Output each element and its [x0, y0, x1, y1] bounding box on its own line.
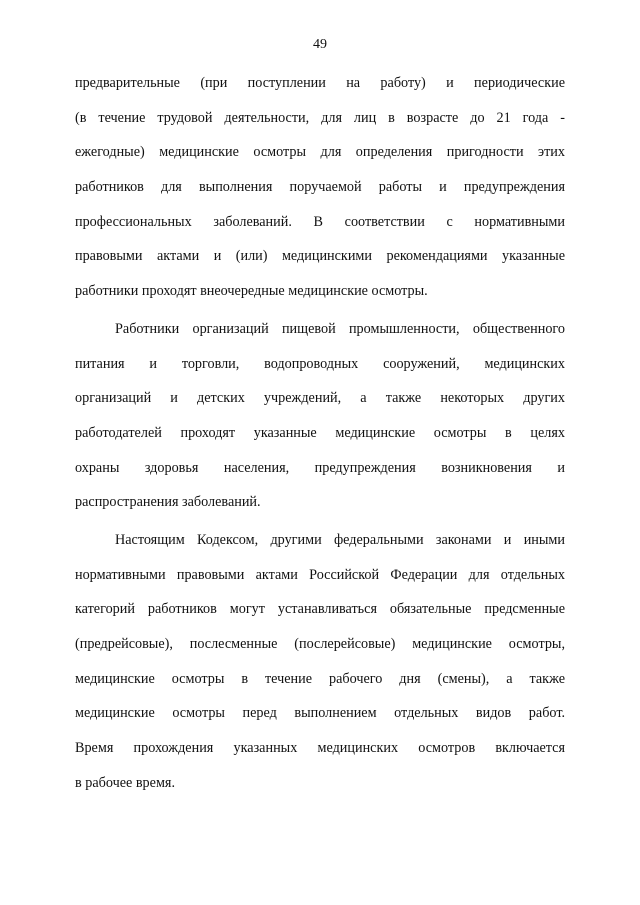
page-number: 49 — [313, 37, 327, 52]
text-line: (предрейсовые), послесменные (послерейсовые) медицинские осмотры, — [75, 636, 565, 652]
text-line: организаций и детских учреждений, а также некоторых других — [75, 390, 565, 407]
text-line: работники проходят внеочередные медицинские осмотры. — [75, 283, 428, 300]
text-line: медицинские осмотры перед выполнением отдельных видов работ. — [75, 705, 565, 722]
text-line: ежегодные) медицинские осмотры для определения пригодности этих — [75, 144, 565, 161]
text-line: распространения заболеваний. — [75, 494, 261, 511]
text-line: Настоящим Кодексом, другими федеральными законами и иными — [115, 531, 565, 548]
text-line: профессиональных заболеваний. В соответствии с нормативными — [75, 213, 565, 230]
text-line: питания и торговли, водопроводных сооружений, медицинских — [75, 355, 565, 372]
text-line: медицинские осмотры в течение рабочего дня (смены), а также — [75, 670, 565, 687]
paragraph-2 — [75, 316, 565, 524]
paragraph-1 — [75, 70, 565, 313]
text-line: работодателей проходят указанные медицинские осмотры в целях — [75, 424, 565, 441]
text-line: работников для выполнения поручаемой работы и предупреждения — [75, 179, 565, 196]
paragraph-3 — [75, 527, 565, 805]
text-line: нормативными правовыми актами Российской Федерации для отдельных — [75, 566, 565, 583]
text-line: в рабочее время. — [75, 774, 175, 791]
text-line: Время прохождения указанных медицинских осмотров включается — [75, 740, 565, 757]
text-line: правовыми актами и (или) медицинскими рекомендациями указанные — [75, 248, 565, 265]
text-line: Работники организаций пищевой промышленности, общественного — [115, 320, 565, 337]
text-line: охраны здоровья населения, предупреждения возникновения и — [75, 459, 565, 476]
document-body — [75, 70, 565, 807]
text-line: (в течение трудовой деятельности, для лиц в возрасте до 21 года - — [75, 109, 565, 126]
text-line: категорий работников могут устанавливаться обязательные предсменные — [75, 601, 565, 618]
text-line: предварительные (при поступлении на работу) и периодические — [75, 75, 565, 91]
